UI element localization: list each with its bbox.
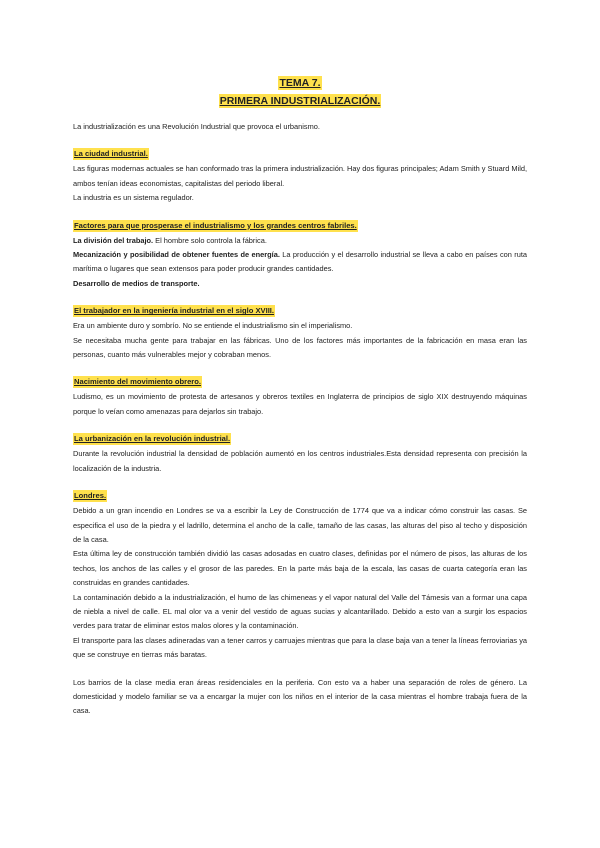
paragraph: Debido a un gran incendio en Londres se va a escribir la Ley de Construcción de 1774 que va a indicar cómo construir las casas. Se especifica el uso de la piedra y el ladrillo, determina el ancho de la calle, tamaño de las casas, las alturas del piso al techo y disposición de la casa. <box>73 506 527 544</box>
title-line-1: TEMA 7. <box>279 77 321 89</box>
bold-term: La división del trabajo. <box>73 235 154 245</box>
paragraph: Se necesitaba mucha gente para trabajar en las fábricas. Uno de los factores más importantes de la fabricación en masa eran las personas, cuanto más vulnerables mejor y cobraban menos. <box>73 335 527 360</box>
section-ciudad-industrial <box>73 147 527 205</box>
section-heading: Nacimiento del movimiento obrero. <box>74 377 202 387</box>
intro-paragraph: La industrialización es una Revolución Industrial que provoca el urbanismo. <box>73 122 320 131</box>
document-body <box>73 120 527 732</box>
section-urbanizacion <box>73 432 527 476</box>
paragraph: La industria es un sistema regulador. <box>73 193 194 203</box>
section-heading: Factores para que prosperase el industrialismo y los grandes centros fabriles. <box>74 220 357 230</box>
paragraph: Ludismo, es un movimiento de protesta de artesanos y obreros textiles en Inglaterra de principios de siglo XIX destruyendo máquinas porque lo veían como amenazas para dejarlos sin trabajo. <box>73 392 527 416</box>
section-trabajador <box>73 304 527 362</box>
section-heading: Londres. <box>74 491 107 501</box>
paragraph: La contaminación debido a la industrialización, el humo de las chimeneas y el vapor natural del Valle del Támesis van a formar una capa de niebla a nivel de calle. EL mal olor va a venir del vestido de aguas sucias y alcantarillado. Debido a esto van a surgir los espacios verdes para tratar de eliminar estos malos olores y la contaminación. <box>73 592 527 631</box>
section-heading: La ciudad industrial. <box>74 149 148 159</box>
paragraph <box>73 277 527 291</box>
paragraph: Las figuras modernas actuales se han conformado tras la primera industrialización. Hay dos figuras principales; Adam Smith y Stuard Mild, ambos tenían ideas economistas, capitalistas del periodo liberal. <box>73 164 527 188</box>
bold-term: Mecanización y posibilidad de obtener fuentes de energía. <box>73 250 280 260</box>
document-title <box>0 73 600 109</box>
paragraph-text: El hombre solo controla la fábrica. <box>153 235 267 245</box>
paragraph <box>73 234 527 248</box>
paragraph: Esta última ley de construcción también dividió las casas adosadas en cuatro clases, definidas por el número de pisos, las alturas de los techos, los anchos de las calles y el grosor de las paredes. En la parte más baja de la escala, las casas de cuarta categoría eran las construidas en grandes cantidades. <box>73 549 527 588</box>
section-heading: La urbanización en la revolución industrial. <box>74 434 231 444</box>
section-factores <box>73 219 527 292</box>
section-movimiento-obrero <box>73 375 527 419</box>
bold-term: Desarrollo de medios de transporte. <box>73 278 200 288</box>
paragraph: El transporte para las clases adineradas van a tener carros y carruajes mientras que para la clase baja van a tener la líneas ferroviarias ya que se construye en tierras más baratas. <box>73 635 527 660</box>
paragraph: Los barrios de la clase media eran áreas residenciales en la periferia. Con esto va a haber una separación de roles de género. La domesticidad y modelo familiar se va a encargar la mujer con los niños en el interior de la casa mientras el hombre trabaja fuera de la casa. <box>73 677 527 716</box>
title-line-2: PRIMERA INDUSTRIALIZACIÓN. <box>219 95 381 107</box>
section-londres <box>73 489 527 719</box>
section-heading: El trabajador en la ingeniería industrial en el siglo XVIII. <box>74 306 275 316</box>
paragraph: Era un ambiente duro y sombrío. No se entiende el industrialismo sin el imperialismo. <box>73 321 353 331</box>
paragraph-text: La producción y el desarrollo industrial se lleva a cabo en países con ruta marítima o lugares que sean extensos para poder producir grandes cantidades. <box>73 250 527 274</box>
paragraph: Durante la revolución industrial la densidad de población aumentó en los centros industriales.Esta densidad representa con precisión la localización de la industria. <box>73 449 527 473</box>
paragraph <box>73 248 527 277</box>
